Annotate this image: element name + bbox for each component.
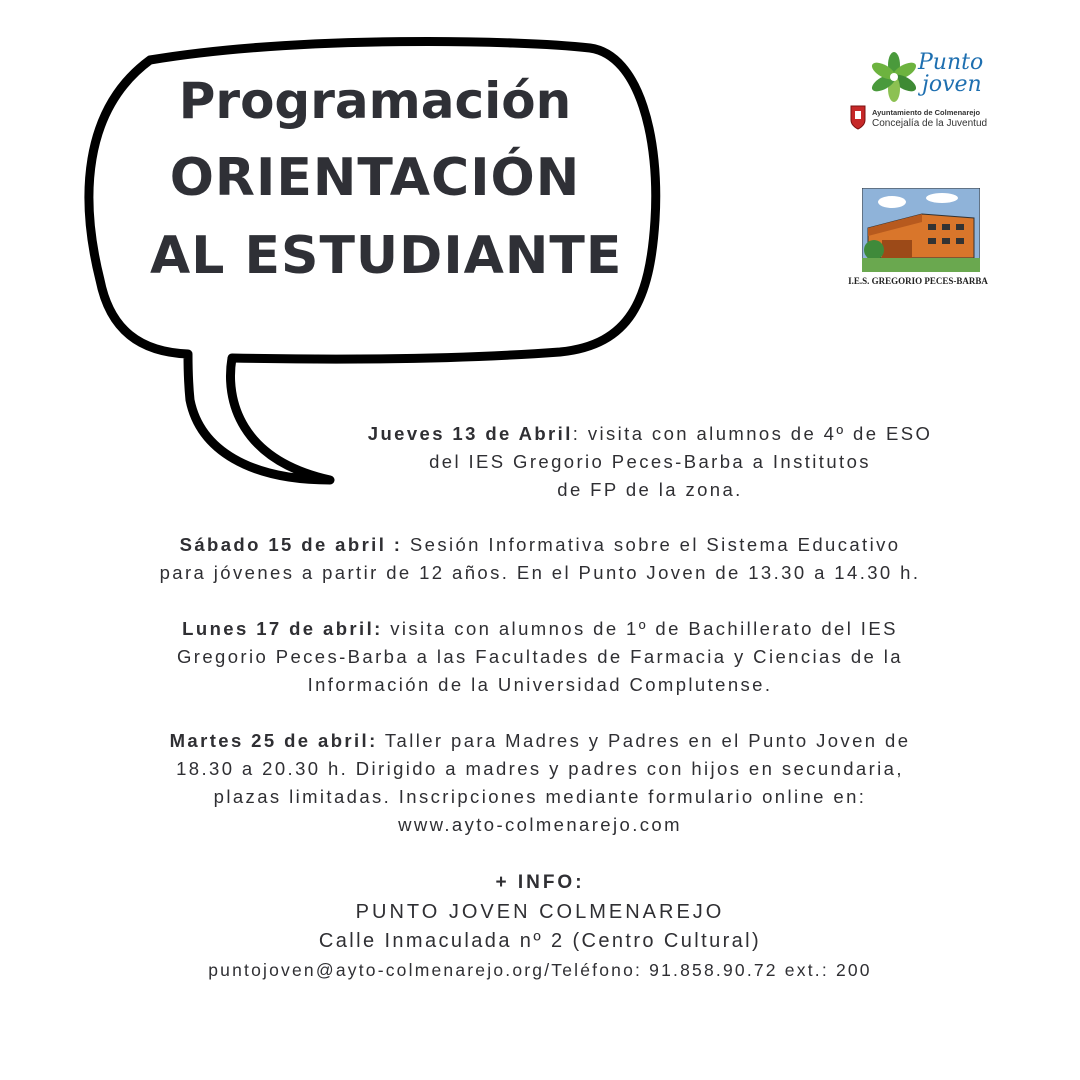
title-programacion: Programación (178, 72, 572, 130)
event-thursday: Jueves 13 de Abril: visita con alumnos de 4º de ESO del IES Gregorio Peces-Barba a Institutos de FP de la zona. (367, 423, 933, 500)
event-tuesday: Martes 25 de abril: Taller para Madres y Padres en el Punto Joven de 18.30 a 20.30 h. Dirigido a madres y padres con hijos en secundaria, plazas limitadas. Inscripciones mediante formulario online en: www.ayto-colmenarejo.com (169, 730, 911, 835)
coat-of-arms-icon (850, 104, 866, 130)
flower-logo-icon (866, 50, 926, 104)
punto-joven-name-2: joven (922, 72, 982, 97)
ayuntamiento-label: Ayuntamiento de Colmenarejo (872, 108, 981, 117)
concejalia-label: Concejalía de la Juventud (872, 118, 988, 129)
event-monday: Lunes 17 de abril: visita con alumnos de 1º de Bachillerato del IES Gregorio Peces-Barba a las Facultades de Farmacia y Ciencias de la Información de la Universidad Complutense. (176, 618, 903, 695)
website-link[interactable]: www.ayto-colmenarejo.com (398, 814, 682, 835)
event-date: Martes 25 de abril: (169, 730, 378, 751)
punto-joven-name-1: Punto (918, 50, 984, 75)
ies-caption: I.E.S. GREGORIO PECES-BARBA (848, 276, 988, 286)
punto-joven-logo (848, 50, 998, 136)
event-saturday: Sábado 15 de abril : Sesión Informativa sobre el Sistema Educativo para jóvenes a partir de 12 años. En el Punto Joven de 13.30 a 14.30 h. (159, 534, 921, 583)
title-al-estudiante: AL ESTUDIANTE (150, 226, 623, 286)
title-orientacion: ORIENTACIÓN (169, 148, 581, 208)
school-building-icon (862, 188, 980, 272)
info-contact[interactable]: puntojoven@ayto-colmenarejo.org/Teléfono: 91.858.90.72 ext.: 200 (208, 960, 872, 980)
info-name: PUNTO JOVEN COLMENAREJO (355, 901, 725, 923)
ies-logo (832, 188, 1004, 292)
info-heading: + INFO: (495, 872, 585, 893)
event-date: Lunes 17 de abril: (182, 618, 383, 639)
info-address: Calle Inmaculada nº 2 (Centro Cultural) (318, 930, 762, 952)
event-date: Jueves 13 de Abril (367, 423, 573, 444)
event-date: Sábado 15 de abril : (179, 534, 403, 555)
